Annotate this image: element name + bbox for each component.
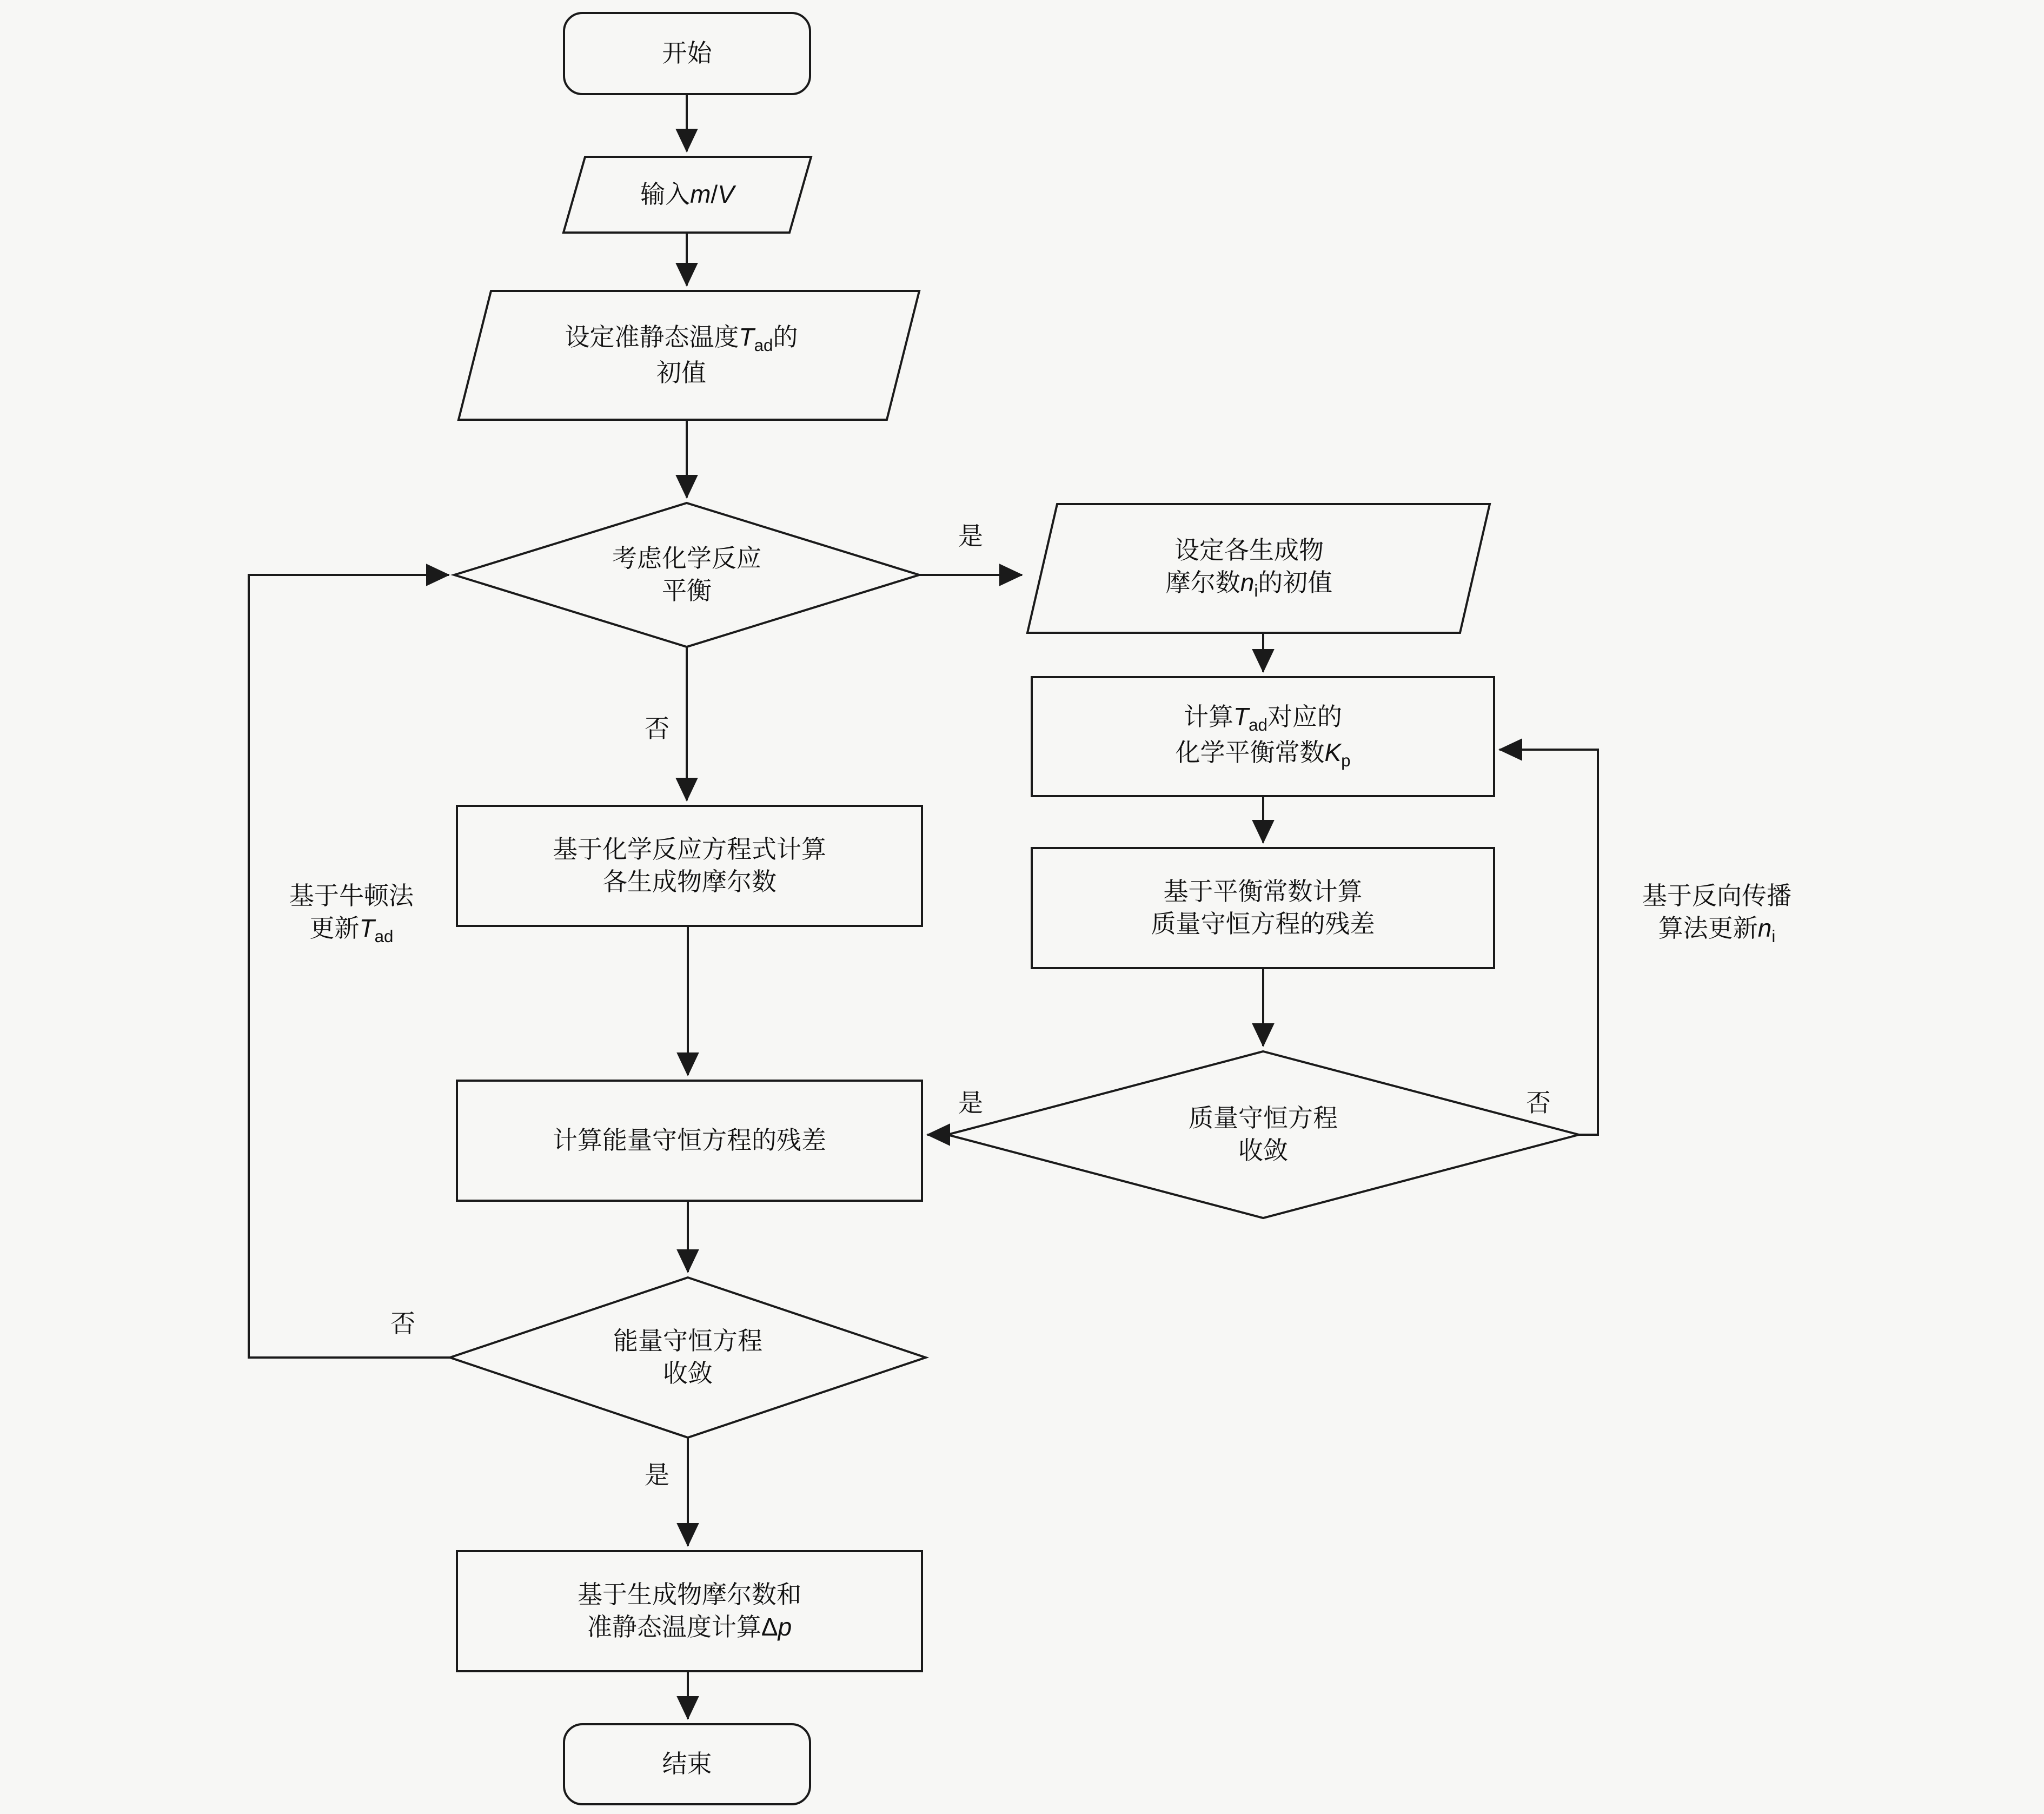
edge-label-chem-eq-no: 否 — [645, 714, 669, 743]
node-input-mv-label: 输入 m / V — [640, 180, 734, 209]
node-chem-eq-shape — [454, 503, 919, 647]
node-start-shape — [564, 13, 810, 94]
node-calc-kp-label: 计算$T_{ad}$对应的 化学平衡常数$K_p$ — [1175, 703, 1351, 771]
node-input-mv-shape — [563, 157, 811, 233]
node-mass-conv-label: 质量守恒方程 收敛 — [1189, 1104, 1338, 1164]
node-end-label: 结束 — [662, 1750, 712, 1778]
node-set-ni-label: 设定各生成物 摩尔数$n_i$的初值 — [1165, 536, 1333, 601]
node-calc-moles-shape — [457, 806, 922, 926]
node-end-shape — [564, 1724, 810, 1804]
node-calc-dp-shape — [457, 1551, 922, 1671]
node-calc-moles-label: 基于化学反应方程式计算 各生成物摩尔数 — [553, 835, 826, 896]
node-set-tad-label: 设定准静态温度$T_{ad}$的 初值 — [565, 323, 798, 387]
edge-label-mass-conv-yes: 是 — [958, 1089, 983, 1117]
edge-label-energy-conv-no: 否 — [390, 1309, 415, 1338]
node-start-label: 开始 — [662, 39, 712, 68]
node-mass-conv-shape — [947, 1051, 1579, 1218]
edge-label-mass-conv-no: 否 — [1526, 1089, 1551, 1117]
node-calc-dp-label: 基于生成物摩尔数和 准静态温度计算Δp — [578, 1580, 801, 1641]
node-energy-res-shape — [457, 1081, 922, 1201]
node-mass-res-label: 基于平衡常数计算 质量守恒方程的残差 — [1151, 877, 1375, 938]
node-energy-res-label: 计算能量守恒方程的残差 — [553, 1126, 826, 1155]
node-chem-eq-label: 考虑化学反应 平衡 — [612, 544, 761, 605]
edge-label-newton-update: 基于牛顿法 更新$T_{ad}$ — [289, 882, 414, 946]
node-set-ni-shape — [1027, 504, 1490, 633]
node-calc-kp-shape — [1032, 677, 1494, 796]
node-mass-res-shape — [1032, 848, 1494, 968]
edge-label-chem-eq-yes: 是 — [958, 522, 983, 551]
node-energy-conv-shape — [450, 1277, 926, 1438]
node-energy-conv-label: 能量守恒方程 收敛 — [613, 1327, 762, 1387]
edge-energyconv-no-newton — [249, 575, 450, 1358]
edge-massconv-no-backprop — [1499, 750, 1598, 1135]
node-set-tad-shape — [459, 291, 919, 420]
edge-label-energy-conv-yes: 是 — [645, 1461, 669, 1489]
edge-label-backprop-update: 基于反向传播 算法更新$n_i$ — [1642, 882, 1791, 946]
